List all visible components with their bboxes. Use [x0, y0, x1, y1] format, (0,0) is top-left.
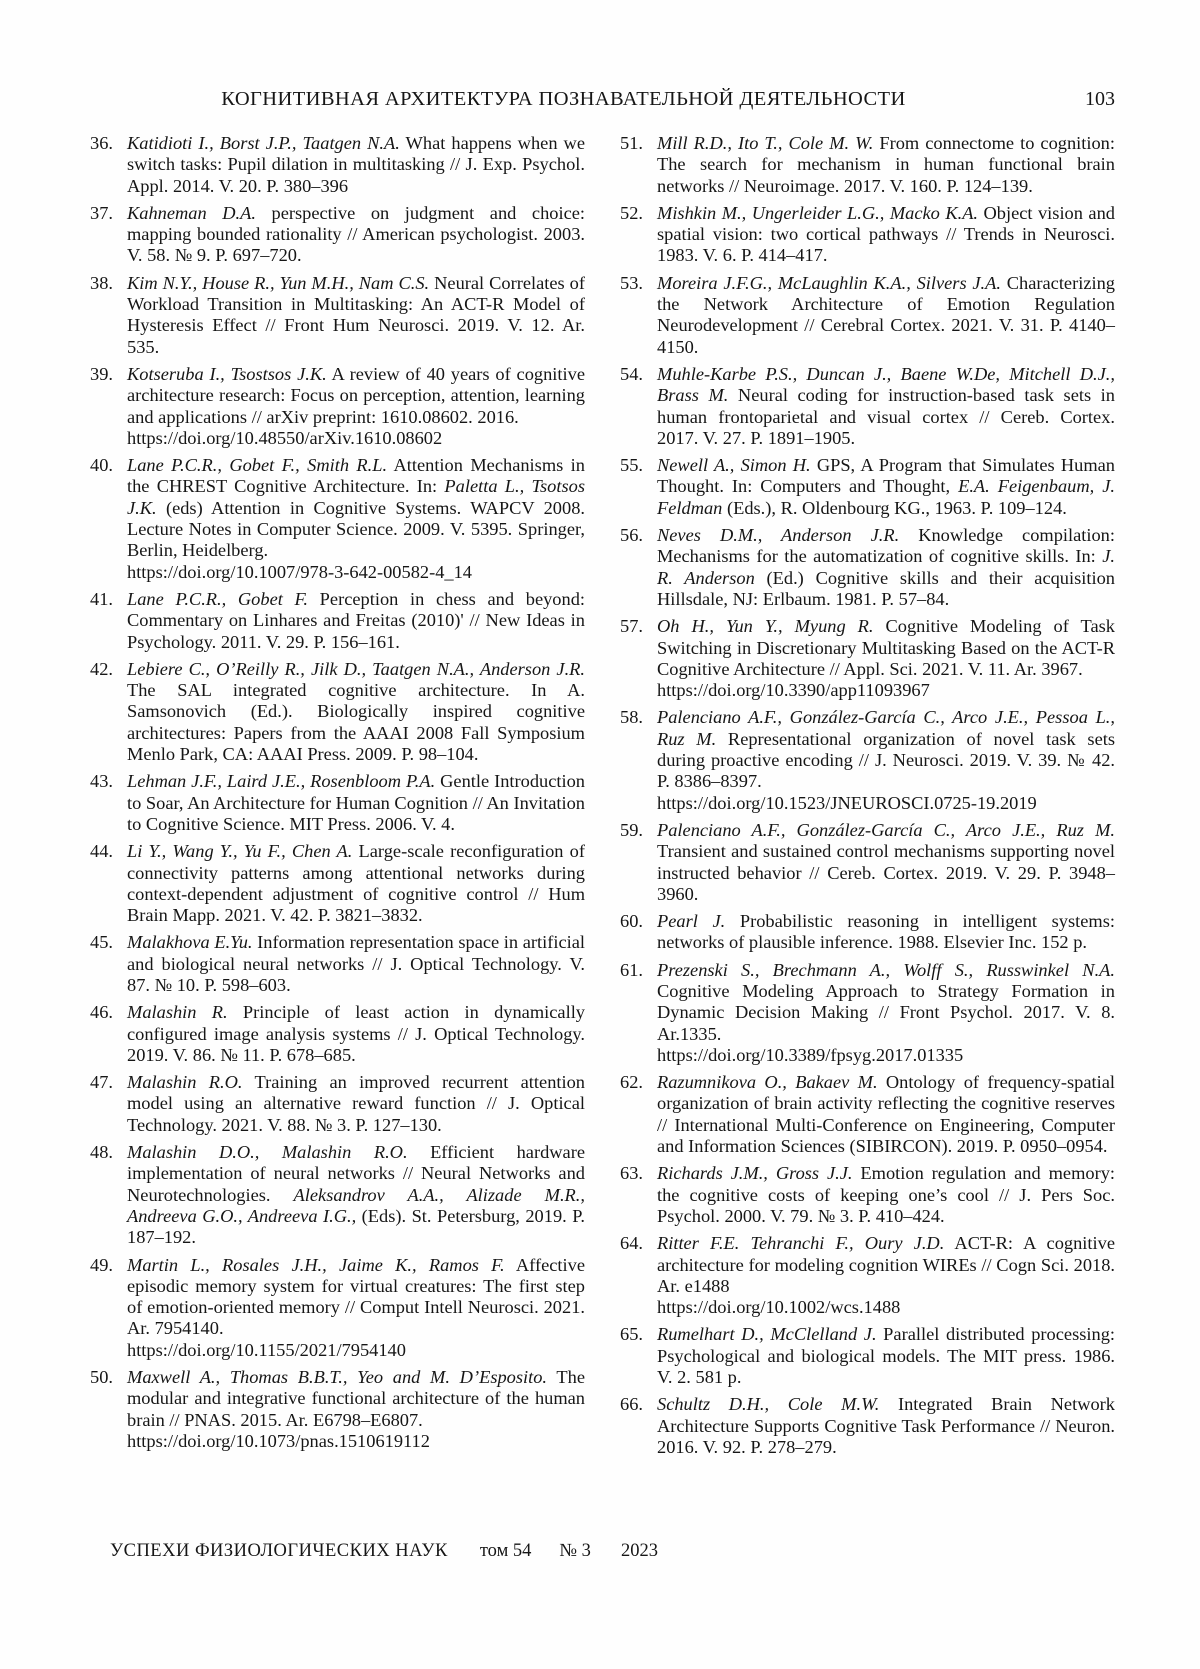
- reference-item: [90, 659, 585, 765]
- reference-number: 49.: [90, 1254, 113, 1275]
- footer-issue: № 3: [559, 1541, 591, 1561]
- reference-text: Oh H., Yun Y., Myung R. Cognitive Modeling of Task Switching in Discretionary Multitasking Based on the ACT-R Cognitive Architecture // Appl. Sci. 2021. V. 11. Ar. 3967.: [657, 616, 1115, 679]
- reference-text: Pearl J. Probabilistic reasoning in intelligent systems: networks of plausible inference. 1988. Elsevier Inc. 152 p.: [657, 911, 1115, 953]
- reference-item: [620, 1324, 1115, 1388]
- reference-number: 41.: [90, 588, 113, 609]
- reference-item: [620, 364, 1115, 449]
- reference-text: Prezenski S., Brechmann A., Wolff S., Russwinkel N.A. Cognitive Modeling Approach to Strategy Formation in Dynamic Decision Making // Front Psychol. 2017. V. 8. Ar.1335.: [657, 959, 1115, 1044]
- references-column-right: [620, 133, 1115, 1464]
- reference-item: [90, 589, 585, 653]
- footer-journal-name: УСПЕХИ ФИЗИОЛОГИЧЕСКИХ НАУК: [110, 1541, 448, 1561]
- reference-number: 44.: [90, 841, 113, 862]
- reference-item: [620, 273, 1115, 358]
- reference-item: [620, 203, 1115, 267]
- reference-text: Kahneman D.A. perspective on judgment and choice: mapping bounded rationality // American psychologist. 2003. V. 58. № 9. P. 697–720.: [127, 202, 586, 266]
- reference-number: 46.: [90, 1002, 113, 1023]
- reference-number: 40.: [90, 455, 113, 476]
- reference-number: 58.: [620, 707, 643, 728]
- reference-text: Lehman J.F., Laird J.E., Rosenbloom P.A. Gentle Introduction to Soar, An Architecture for Human Cognition // An Invitation to Cognitive Science. MIT Press. 2006. V. 4.: [127, 771, 585, 834]
- reference-text: Mill R.D., Ito T., Cole M. W. From connectome to cognition: The search for mechanism in human functional brain networks // Neuroimage. 2017. V. 160. P. 124–139.: [657, 133, 1115, 196]
- reference-number: 52.: [620, 202, 643, 223]
- running-title: КОГНИТИВНАЯ АРХИТЕКТУРА ПОЗНАВАТЕЛЬНОЙ ДЕЯТЕЛЬНОСТИ: [221, 88, 906, 110]
- reference-text: Lebiere C., O’Reilly R., Jilk D., Taatgen N.A., Anderson J.R. The SAL integrated cognitive architecture. In A. Samsonovich (Ed.). Biologically inspired cognitive architectures: Papers from the AAAI 2008 Fall Symposium Menlo Park, CA: AAAI Press. 2009. P. 98–104.: [127, 658, 585, 765]
- reference-number: 42.: [90, 658, 113, 679]
- reference-text: Malashin D.O., Malashin R.O. Efficient hardware implementation of neural networks // Neural Networks and Neurotechnologies. Aleksandrov A.A., Alizade M.R., Andreeva G.O., Andreeva I.G., (Eds). St. Petersburg, 2019. P. 187–192.: [127, 1142, 585, 1248]
- reference-text: Katidioti I., Borst J.P., Taatgen N.A. What happens when we switch tasks: Pupil dilation in multitasking // J. Exp. Psychol. Appl. 2014. V. 20. P. 380–396: [127, 133, 585, 196]
- reference-number: 57.: [620, 616, 643, 637]
- reference-item: [90, 133, 585, 197]
- reference-number: 55.: [620, 455, 643, 476]
- reference-item: [620, 820, 1115, 905]
- reference-text: Maxwell A., Thomas B.B.T., Yeo and M. D’Esposito. The modular and integrative functional architecture of the human brain // PNAS. 2015. Ar. E6798–E6807.: [127, 1367, 585, 1430]
- reference-number: 53.: [620, 272, 643, 293]
- reference-text: Kim N.Y., House R., Yun M.H., Nam C.S. Neural Correlates of Workload Transition in Multitasking: An ACT-R Model of Hysteresis Effect // Front Hum Neurosci. 2019. V. 12. Ar. 535.: [127, 272, 585, 357]
- reference-number: 39.: [90, 363, 113, 384]
- footer-volume: том 54: [479, 1541, 532, 1561]
- reference-item: [620, 960, 1115, 1066]
- reference-text: Lane P.C.R., Gobet F., Smith R.L. Attention Mechanisms in the CHREST Cognitive Architecture. In: Paletta L., Tsotsos J.K. (eds) Attention in Cognitive Systems. WAPCV 2008. Lecture Notes in Computer Science. 2009. V. 5395. Springer, Berlin, Heidelberg.: [127, 455, 585, 561]
- reference-item: [620, 911, 1115, 954]
- reference-doi: https://doi.org/10.1073/pnas.1510619112: [127, 1430, 430, 1451]
- reference-text: Moreira J.F.G., McLaughlin K.A., Silvers J.A. Characterizing the Network Architecture of Emotion Regulation Neurodevelopment // Cerebral Cortex. 2021. V. 31. P. 4140–4150.: [657, 272, 1115, 357]
- reference-text: Martin L., Rosales J.H., Jaime K., Ramos F. Affective episodic memory system for virtual creatures: The first step of emotion-oriented memory // Comput Intell Neurosci. 2021. Ar. 7954140.: [127, 1254, 585, 1339]
- reference-number: 59.: [620, 819, 643, 840]
- reference-text: Malashin R.O. Training an improved recurrent attention model using an alternative reward function // J. Optical Technology. 2021. V. 88. № 3. P. 127–130.: [127, 1072, 585, 1135]
- reference-number: 47.: [90, 1072, 113, 1093]
- reference-text: Razumnikova O., Bakaev M. Ontology of frequency-spatial organization of brain activity reflecting the cognitive reserves // International Multi-Conference on Engineering, Computer and Information Sciences (SIBIRCON). 2019. P. 0950–0954.: [657, 1072, 1115, 1157]
- reference-number: 65.: [620, 1324, 643, 1345]
- reference-item: [620, 1163, 1115, 1227]
- reference-item: [620, 1394, 1115, 1458]
- reference-item: [90, 1367, 585, 1452]
- reference-item: [90, 364, 585, 449]
- reference-item: [90, 1255, 585, 1361]
- reference-item: [90, 1142, 585, 1248]
- reference-number: 50.: [90, 1367, 113, 1388]
- reference-text: Mishkin M., Ungerleider L.G., Macko K.A. Object vision and spatial vision: two cortical pathways // Trends in Neurosci. 1983. V. 6. P. 414–417.: [657, 202, 1115, 266]
- reference-doi: https://doi.org/10.1155/2021/7954140: [127, 1339, 406, 1360]
- reference-item: [620, 525, 1115, 610]
- reference-item: [620, 1233, 1115, 1318]
- page-footer: [110, 1541, 658, 1562]
- reference-item: [90, 455, 585, 583]
- reference-text: Malakhova E.Yu. Information representation space in artificial and biological neural networks // J. Optical Technology. V. 87. № 10. P. 598–603.: [127, 932, 585, 995]
- reference-number: 48.: [90, 1142, 113, 1163]
- reference-doi: https://doi.org/10.3389/fpsyg.2017.01335: [657, 1044, 964, 1065]
- reference-number: 61.: [620, 959, 643, 980]
- footer-year: 2023: [620, 1541, 658, 1561]
- reference-text: Lane P.C.R., Gobet F. Perception in chess and beyond: Commentary on Linhares and Freitas (2010)' // New Ideas in Psychology. 2011. V. 29. P. 156–161.: [127, 588, 586, 652]
- reference-number: 43.: [90, 771, 113, 792]
- reference-number: 36.: [90, 133, 113, 153]
- reference-text: Richards J.M., Gross J.J. Emotion regulation and memory: the cognitive costs of keeping one’s cool // J. Pers Soc. Psychol. 2000. V. 79. № 3. P. 410–424.: [657, 1163, 1116, 1226]
- reference-item: [620, 455, 1115, 519]
- reference-item: [90, 932, 585, 996]
- reference-text: Palenciano A.F., González-García C., Arco J.E., Ruz M. Transient and sustained control mechanisms supporting novel instructed behavior // Cereb. Cortex. 2019. V. 29. P. 3948–3960.: [657, 819, 1115, 904]
- reference-text: Muhle-Karbe P.S., Duncan J., Baene W.De, Mitchell D.J., Brass M. Neural coding for instruction-based task sets in human frontoparietal and visual cortex // Cereb. Cortex. 2017. V. 27. P. 1891–1905.: [657, 363, 1115, 448]
- reference-item: [90, 273, 585, 358]
- reference-number: 38.: [90, 272, 113, 293]
- reference-number: 63.: [620, 1163, 643, 1184]
- reference-item: [90, 841, 585, 926]
- reference-doi: https://doi.org/10.1523/JNEUROSCI.0725-19.2019: [657, 792, 1037, 813]
- reference-item: [90, 1002, 585, 1066]
- reference-text: Malashin R. Principle of least action in dynamically configured image analysis systems // J. Optical Technology. 2019. V. 86. № 11. P. 678–685.: [127, 1002, 586, 1065]
- reference-item: [90, 771, 585, 835]
- reference-doi: https://doi.org/10.3390/app11093967: [657, 680, 930, 701]
- reference-item: [90, 203, 585, 267]
- reference-item: [620, 616, 1115, 701]
- reference-text: Schultz D.H., Cole M.W. Integrated Brain Network Architecture Supports Cognitive Task Performance // Neuron. 2016. V. 92. P. 278–279.: [657, 1394, 1116, 1457]
- page-number: 103: [1085, 88, 1115, 110]
- reference-item: [620, 133, 1115, 197]
- references-column-left: [90, 133, 585, 1464]
- reference-text: Ritter F.E. Tehranchi F., Oury J.D. ACT-R: A cognitive architecture for modeling cognition WIREs // Cogn Sci. 2018. Ar. e1488: [657, 1233, 1115, 1296]
- reference-number: 62.: [620, 1072, 643, 1093]
- references-section: [90, 133, 1115, 1464]
- reference-number: 51.: [620, 133, 643, 153]
- reference-text: Neves D.M., Anderson J.R. Knowledge compilation: Mechanisms for the automatization of cognitive skills. In: J. R. Anderson (Ed.) Cognitive skills and their acquisition Hillsdale, NJ: Erlbaum. 1981. P. 57–84.: [657, 525, 1115, 609]
- reference-number: 45.: [90, 932, 113, 953]
- reference-doi: https://doi.org/10.1002/wcs.1488: [657, 1297, 901, 1318]
- page-header: [90, 88, 1115, 118]
- reference-text: Palenciano A.F., González-García C., Arco J.E., Pessoa L., Ruz M. Representational organization of novel task sets during proactive encoding // J. Neurosci. 2019. V. 39. № 42. P. 8386–8397.: [657, 707, 1116, 792]
- reference-item: [90, 1072, 585, 1136]
- reference-number: 64.: [620, 1233, 643, 1254]
- reference-number: 37.: [90, 202, 113, 223]
- reference-number: 66.: [620, 1394, 643, 1415]
- reference-text: Li Y., Wang Y., Yu F., Chen A. Large-scale reconfiguration of connectivity patterns among attentional networks during context-dependent adjustment of cognitive control // Hum Brain Mapp. 2021. V. 42. P. 3821–3832.: [127, 841, 585, 926]
- reference-number: 60.: [620, 911, 643, 932]
- reference-number: 56.: [620, 525, 643, 546]
- reference-item: [620, 707, 1115, 813]
- reference-text: Rumelhart D., McClelland J. Parallel distributed processing: Psychological and biological models. The MIT press. 1986. V. 2. 581 p.: [657, 1324, 1116, 1388]
- reference-doi: https://doi.org/10.1007/978-3-642-00582-4_14: [127, 561, 472, 582]
- reference-number: 54.: [620, 363, 643, 384]
- reference-text: Newell A., Simon H. GPS, A Program that Simulates Human Thought. In: Computers and Thought, E.A. Feigenbaum, J. Feldman (Eds.), R. Oldenbourg KG., 1963. P. 109–124.: [657, 455, 1115, 518]
- reference-text: Kotseruba I., Tsostsos J.K. A review of 40 years of cognitive architecture research: Focus on perception, attention, learning and applications // arXiv preprint: 1610.08602. 2016.: [127, 363, 585, 427]
- reference-doi: https://doi.org/10.48550/arXiv.1610.08602: [127, 427, 443, 448]
- reference-item: [620, 1072, 1115, 1157]
